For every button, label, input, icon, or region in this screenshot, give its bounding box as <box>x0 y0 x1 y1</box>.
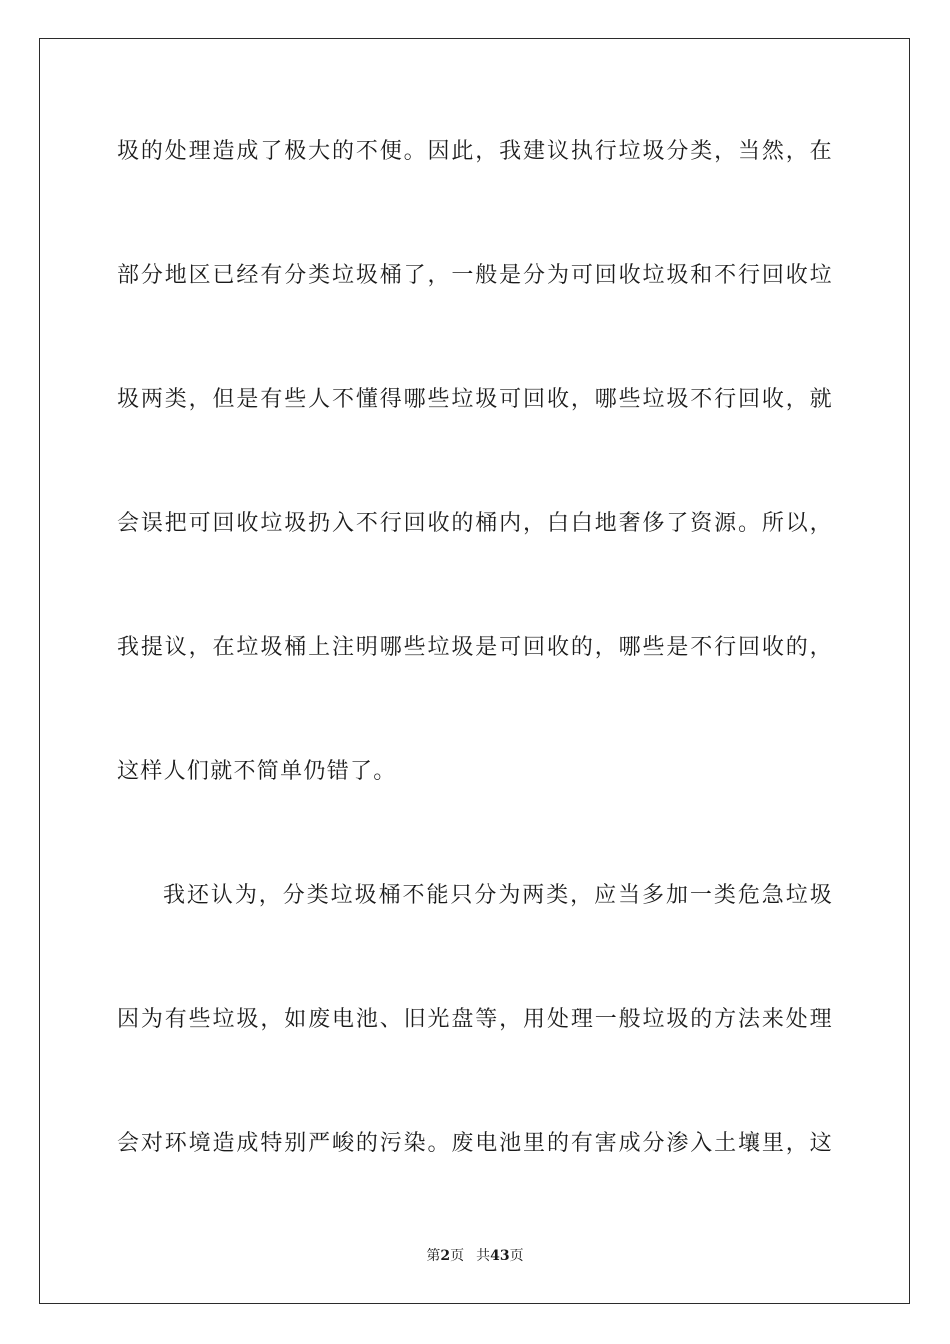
body-line-7: 我还认为，分类垃圾桶不能只分为两类，应当多加一类危急垃圾 <box>163 883 833 908</box>
body-line-2: 部分地区已经有分类垃圾桶了，一般是分为可回收垃圾和不行回收垃 <box>117 263 833 288</box>
body-line-6: 这样人们就不简单仍错了。 <box>117 759 397 784</box>
page-footer <box>0 1244 950 1268</box>
body-line-1: 圾的处理造成了极大的不便。因此，我建议执行垃圾分类，当然，在 <box>117 139 833 164</box>
footer-page-number: 2 <box>440 1248 451 1264</box>
body-line-3: 圾两类，但是有些人不懂得哪些垃圾可回收，哪些垃圾不行回收，就 <box>117 387 833 412</box>
page-border <box>39 38 910 1304</box>
footer-total-suffix: 页 <box>509 1248 524 1264</box>
footer-total-prefix: 共 <box>476 1248 491 1264</box>
footer-page-prefix: 第 <box>426 1248 441 1264</box>
body-line-4: 会误把可回收垃圾扔入不行回收的桶内，白白地奢侈了资源。所以， <box>117 511 833 536</box>
body-line-9: 会对环境造成特别严峻的污染。废电池里的有害成分渗入土壤里，这 <box>117 1131 833 1156</box>
footer-total-pages: 43 <box>490 1248 510 1264</box>
body-line-5: 我提议，在垃圾桶上注明哪些垃圾是可回收的，哪些是不行回收的， <box>117 635 833 660</box>
footer-page-suffix: 页 <box>450 1248 465 1264</box>
body-line-8: 因为有些垃圾，如废电池、旧光盘等，用处理一般垃圾的方法来处理 <box>117 1007 833 1032</box>
